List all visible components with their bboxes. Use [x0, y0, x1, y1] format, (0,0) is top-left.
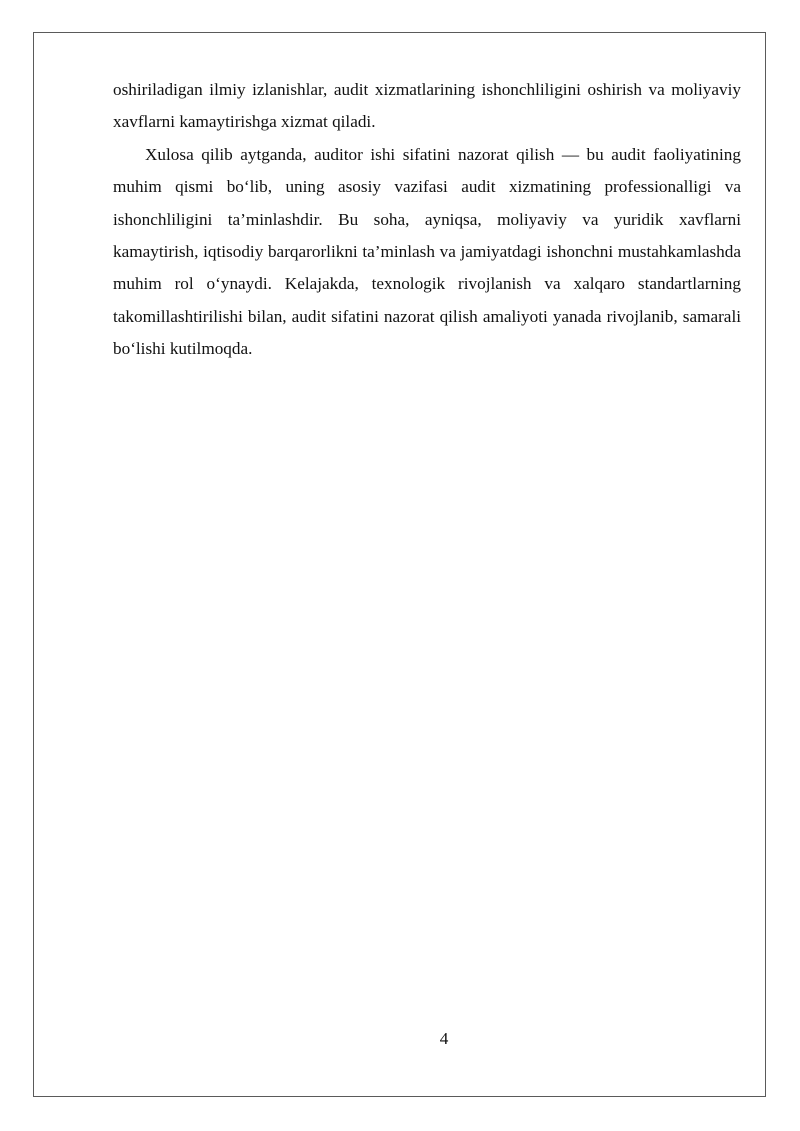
paragraph-continuation: oshiriladigan ilmiy izlanishlar, audit xizmatlarining ishonchliligini oshirish va moliyaviy xavflarni kamaytirishga xizmat qiladi.: [113, 80, 741, 132]
paragraph-conclusion: Xulosa qilib aytganda, auditor ishi sifatini nazorat qilish — bu audit faoliyatining muhim qismi bo‘lib, uning asosiy vazifasi audit xizmatining professionalligi va ishonchliligini ta’minlashdir. Bu soha, ayniqsa, moliyaviy va yuridik xavflarni kamaytirish, iqtisodiy barqarorlikni ta’minlash va jamiyatdagi ishonchni mustahkamlashda muhim rol o‘ynaydi. Kelajakda, texnologik rivojlanish va xalqaro standartlarning takomillashtirilishi bilan, audit sifatini nazorat qilish amaliyoti yanada rivojlanib, samarali bo‘lishi kutilmoqda.: [113, 144, 741, 359]
page-number: 4: [439, 1029, 449, 1048]
document-body: [113, 74, 741, 366]
